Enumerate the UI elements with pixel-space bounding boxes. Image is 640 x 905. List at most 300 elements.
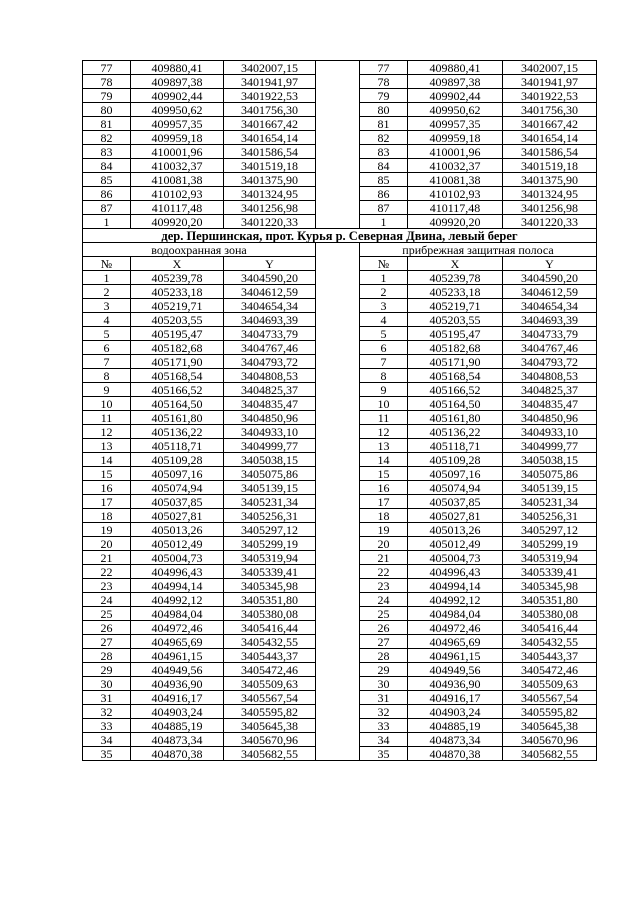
y-coordinate-cell: 3401654,14	[224, 131, 316, 145]
column-gap	[316, 89, 360, 103]
point-number-cell: 85	[360, 173, 408, 187]
x-coordinate-cell: 405013,26	[131, 523, 224, 537]
point-number-cell: 29	[360, 663, 408, 677]
y-header: Y	[224, 257, 316, 271]
table-row	[83, 537, 597, 551]
y-coordinate-cell: 3405299,19	[503, 537, 597, 551]
point-number-cell: 86	[83, 187, 131, 201]
y-coordinate-cell: 3405645,38	[503, 719, 597, 733]
y-coordinate-cell: 3405297,12	[224, 523, 316, 537]
point-number-cell: 22	[83, 565, 131, 579]
table-row	[83, 733, 597, 747]
point-number-cell: 84	[360, 159, 408, 173]
point-number-cell: 16	[360, 481, 408, 495]
y-coordinate-cell: 3405645,38	[224, 719, 316, 733]
column-gap	[316, 677, 360, 691]
x-coordinate-cell: 405074,94	[408, 481, 503, 495]
table-row	[83, 173, 597, 187]
table-row	[83, 103, 597, 117]
table-row	[83, 523, 597, 537]
y-coordinate-cell: 3404793,72	[503, 355, 597, 369]
y-coordinate-cell: 3405351,80	[224, 593, 316, 607]
point-number-cell: 27	[360, 635, 408, 649]
y-coordinate-cell: 3404808,53	[503, 369, 597, 383]
x-coordinate-cell: 409950,62	[408, 103, 503, 117]
y-coordinate-cell: 3405038,15	[224, 453, 316, 467]
y-coordinate-cell: 3405670,96	[503, 733, 597, 747]
column-gap	[316, 565, 360, 579]
y-coordinate-cell: 3401941,97	[503, 75, 597, 89]
y-coordinate-cell: 3404825,37	[503, 383, 597, 397]
point-number-cell: 28	[360, 649, 408, 663]
point-number-cell: 32	[360, 705, 408, 719]
column-gap	[316, 327, 360, 341]
x-coordinate-cell: 410102,93	[408, 187, 503, 201]
point-number-cell: 21	[83, 551, 131, 565]
x-coordinate-cell: 409880,41	[408, 61, 503, 75]
y-coordinate-cell: 3405231,34	[503, 495, 597, 509]
x-coordinate-cell: 405168,54	[131, 369, 224, 383]
x-coordinate-cell: 405161,80	[131, 411, 224, 425]
y-coordinate-cell: 3404825,37	[224, 383, 316, 397]
column-gap	[316, 173, 360, 187]
point-number-cell: 7	[360, 355, 408, 369]
x-coordinate-cell: 409959,18	[131, 131, 224, 145]
point-number-cell: 22	[360, 565, 408, 579]
y-coordinate-cell: 3405416,44	[224, 621, 316, 635]
point-number-cell: 3	[360, 299, 408, 313]
point-number-cell: 33	[360, 719, 408, 733]
y-coordinate-cell: 3405595,82	[224, 705, 316, 719]
x-coordinate-cell: 405118,71	[408, 439, 503, 453]
y-coordinate-cell: 3404612,59	[224, 285, 316, 299]
y-coordinate-cell: 3405416,44	[503, 621, 597, 635]
x-coordinate-cell: 404870,38	[131, 747, 224, 761]
water-protection-zone-label: водоохранная зона	[83, 243, 316, 257]
column-gap	[316, 159, 360, 173]
point-number-cell: 17	[360, 495, 408, 509]
x-coordinate-cell: 405233,18	[131, 285, 224, 299]
y-coordinate-cell: 3404933,10	[224, 425, 316, 439]
y-coordinate-cell: 3404733,79	[503, 327, 597, 341]
y-coordinate-cell: 3401519,18	[224, 159, 316, 173]
x-coordinate-cell: 410081,38	[408, 173, 503, 187]
point-number-cell: 1	[83, 215, 131, 229]
table-row	[83, 677, 597, 691]
x-coordinate-cell: 404972,46	[131, 621, 224, 635]
y-coordinate-cell: 3405075,86	[224, 467, 316, 481]
x-coordinate-cell: 405074,94	[131, 481, 224, 495]
table-row	[83, 635, 597, 649]
x-coordinate-cell: 405004,73	[408, 551, 503, 565]
point-number-cell: 12	[83, 425, 131, 439]
point-number-cell: 33	[83, 719, 131, 733]
point-number-cell: 32	[83, 705, 131, 719]
point-number-cell: 19	[83, 523, 131, 537]
column-gap	[316, 705, 360, 719]
column-gap	[316, 733, 360, 747]
point-number-cell: 34	[360, 733, 408, 747]
y-coordinate-cell: 3404933,10	[503, 425, 597, 439]
table-row	[83, 565, 597, 579]
point-number-cell: 31	[83, 691, 131, 705]
column-gap	[316, 509, 360, 523]
y-coordinate-cell: 3405443,37	[503, 649, 597, 663]
x-coordinate-cell: 404873,34	[131, 733, 224, 747]
column-gap	[316, 663, 360, 677]
column-gap	[316, 145, 360, 159]
point-number-cell: 8	[360, 369, 408, 383]
y-coordinate-cell: 3401922,53	[503, 89, 597, 103]
y-header: Y	[503, 257, 597, 271]
y-coordinate-cell: 3405595,82	[503, 705, 597, 719]
y-coordinate-cell: 3405472,46	[224, 663, 316, 677]
x-coordinate-cell: 405195,47	[408, 327, 503, 341]
column-gap	[316, 131, 360, 145]
y-coordinate-cell: 3405139,15	[224, 481, 316, 495]
y-coordinate-cell: 3401586,54	[224, 145, 316, 159]
y-coordinate-cell: 3401586,54	[503, 145, 597, 159]
y-coordinate-cell: 3404999,77	[224, 439, 316, 453]
y-coordinate-cell: 3401667,42	[224, 117, 316, 131]
x-coordinate-cell: 404961,15	[131, 649, 224, 663]
table-row	[83, 747, 597, 761]
column-gap	[316, 523, 360, 537]
x-coordinate-cell: 404885,19	[131, 719, 224, 733]
y-coordinate-cell: 3405509,63	[503, 677, 597, 691]
y-coordinate-cell: 3405299,19	[224, 537, 316, 551]
point-number-cell: 81	[83, 117, 131, 131]
point-number-cell: 83	[83, 145, 131, 159]
y-coordinate-cell: 3404835,47	[503, 397, 597, 411]
x-coordinate-cell: 404996,43	[131, 565, 224, 579]
point-number-cell: 18	[83, 509, 131, 523]
point-number-cell: 6	[360, 341, 408, 355]
point-number-cell: 16	[83, 481, 131, 495]
x-coordinate-cell: 404961,15	[408, 649, 503, 663]
column-gap	[316, 313, 360, 327]
point-number-cell: 81	[360, 117, 408, 131]
x-coordinate-cell: 405012,49	[131, 537, 224, 551]
number-header: №	[83, 257, 131, 271]
column-gap	[316, 579, 360, 593]
x-coordinate-cell: 409902,44	[131, 89, 224, 103]
x-coordinate-cell: 405195,47	[131, 327, 224, 341]
y-coordinate-cell: 3404590,20	[503, 271, 597, 285]
point-number-cell: 6	[83, 341, 131, 355]
x-coordinate-cell: 404916,17	[408, 691, 503, 705]
section-title-row	[83, 229, 597, 243]
column-gap	[316, 397, 360, 411]
x-coordinate-cell: 404936,90	[408, 677, 503, 691]
table-row	[83, 271, 597, 285]
x-coordinate-cell: 404965,69	[408, 635, 503, 649]
table-row	[83, 369, 597, 383]
point-number-cell: 25	[83, 607, 131, 621]
y-coordinate-cell: 3401324,95	[503, 187, 597, 201]
column-gap	[316, 691, 360, 705]
x-coordinate-cell: 404994,14	[131, 579, 224, 593]
point-number-cell: 1	[360, 271, 408, 285]
y-coordinate-cell: 3401667,42	[503, 117, 597, 131]
table-row	[83, 467, 597, 481]
table-row	[83, 397, 597, 411]
column-gap	[316, 411, 360, 425]
x-coordinate-cell: 404870,38	[408, 747, 503, 761]
zone-labels-row	[83, 243, 597, 257]
table-row	[83, 509, 597, 523]
x-coordinate-cell: 405118,71	[131, 439, 224, 453]
point-number-cell: 30	[83, 677, 131, 691]
y-coordinate-cell: 3405256,31	[503, 509, 597, 523]
x-coordinate-cell: 405161,80	[408, 411, 503, 425]
column-gap	[316, 243, 360, 257]
point-number-cell: 2	[360, 285, 408, 299]
point-number-cell: 28	[83, 649, 131, 663]
y-coordinate-cell: 3401756,30	[503, 103, 597, 117]
table-row	[83, 663, 597, 677]
y-coordinate-cell: 3401941,97	[224, 75, 316, 89]
table-row	[83, 691, 597, 705]
y-coordinate-cell: 3404693,39	[503, 313, 597, 327]
table-row	[83, 411, 597, 425]
point-number-cell: 20	[83, 537, 131, 551]
column-gap	[316, 201, 360, 215]
x-coordinate-cell: 405182,68	[131, 341, 224, 355]
x-coordinate-cell: 410001,96	[131, 145, 224, 159]
x-coordinate-cell: 405037,85	[408, 495, 503, 509]
x-coordinate-cell: 405219,71	[131, 299, 224, 313]
x-coordinate-cell: 405097,16	[408, 467, 503, 481]
y-coordinate-cell: 3405380,08	[503, 607, 597, 621]
y-coordinate-cell: 3401220,33	[224, 215, 316, 229]
y-coordinate-cell: 3405345,98	[503, 579, 597, 593]
point-number-cell: 85	[83, 173, 131, 187]
column-gap	[316, 467, 360, 481]
table-row	[83, 145, 597, 159]
table-row	[83, 425, 597, 439]
x-coordinate-cell: 409897,38	[131, 75, 224, 89]
x-coordinate-cell: 410032,37	[131, 159, 224, 173]
table-row	[83, 299, 597, 313]
y-coordinate-cell: 3405443,37	[224, 649, 316, 663]
point-number-cell: 82	[83, 131, 131, 145]
x-coordinate-cell: 409950,62	[131, 103, 224, 117]
y-coordinate-cell: 3404850,96	[503, 411, 597, 425]
table-row	[83, 551, 597, 565]
point-number-cell: 5	[360, 327, 408, 341]
point-number-cell: 9	[83, 383, 131, 397]
column-gap	[316, 551, 360, 565]
x-coordinate-cell: 405166,52	[408, 383, 503, 397]
point-number-cell: 1	[83, 271, 131, 285]
y-coordinate-cell: 3405351,80	[503, 593, 597, 607]
y-coordinate-cell: 3404767,46	[503, 341, 597, 355]
point-number-cell: 9	[360, 383, 408, 397]
point-number-cell: 13	[83, 439, 131, 453]
x-coordinate-cell: 405182,68	[408, 341, 503, 355]
x-coordinate-cell: 410032,37	[408, 159, 503, 173]
x-coordinate-cell: 405203,55	[131, 313, 224, 327]
x-coordinate-cell: 409957,35	[408, 117, 503, 131]
point-number-cell: 34	[83, 733, 131, 747]
y-coordinate-cell: 3405297,12	[503, 523, 597, 537]
point-number-cell: 27	[83, 635, 131, 649]
point-number-cell: 14	[83, 453, 131, 467]
x-coordinate-cell: 404903,24	[408, 705, 503, 719]
point-number-cell: 86	[360, 187, 408, 201]
x-coordinate-cell: 405097,16	[131, 467, 224, 481]
column-gap	[316, 425, 360, 439]
point-number-cell: 11	[83, 411, 131, 425]
x-coordinate-cell: 405166,52	[131, 383, 224, 397]
y-coordinate-cell: 3405339,41	[503, 565, 597, 579]
x-coordinate-cell: 409902,44	[408, 89, 503, 103]
x-coordinate-cell: 405171,90	[408, 355, 503, 369]
point-number-cell: 84	[83, 159, 131, 173]
table-row	[83, 215, 597, 229]
column-gap	[316, 453, 360, 467]
y-coordinate-cell: 3405472,46	[503, 663, 597, 677]
y-coordinate-cell: 3401324,95	[224, 187, 316, 201]
column-gap	[316, 271, 360, 285]
x-coordinate-cell: 405109,28	[131, 453, 224, 467]
point-number-cell: 7	[83, 355, 131, 369]
column-gap	[316, 369, 360, 383]
table-row	[83, 719, 597, 733]
point-number-cell: 35	[360, 747, 408, 761]
x-coordinate-cell: 410001,96	[408, 145, 503, 159]
x-coordinate-cell: 404972,46	[408, 621, 503, 635]
table-row	[83, 89, 597, 103]
table-row	[83, 187, 597, 201]
section-title: дер. Першинская, прот. Курья р. Северная Двина, левый берег	[83, 229, 597, 243]
y-coordinate-cell: 3404693,39	[224, 313, 316, 327]
y-coordinate-cell: 3401375,90	[224, 173, 316, 187]
x-coordinate-cell: 404965,69	[131, 635, 224, 649]
column-gap	[316, 75, 360, 89]
y-coordinate-cell: 3405319,94	[503, 551, 597, 565]
y-coordinate-cell: 3405075,86	[503, 467, 597, 481]
x-header: X	[408, 257, 503, 271]
x-coordinate-cell: 405203,55	[408, 313, 503, 327]
x-coordinate-cell: 405219,71	[408, 299, 503, 313]
point-number-cell: 14	[360, 453, 408, 467]
table-row	[83, 285, 597, 299]
x-coordinate-cell: 405239,78	[408, 271, 503, 285]
y-coordinate-cell: 3404654,34	[503, 299, 597, 313]
x-header: X	[131, 257, 224, 271]
table-row	[83, 579, 597, 593]
point-number-cell: 30	[360, 677, 408, 691]
x-coordinate-cell: 404996,43	[408, 565, 503, 579]
point-number-cell: 80	[360, 103, 408, 117]
y-coordinate-cell: 3404793,72	[224, 355, 316, 369]
table-row	[83, 453, 597, 467]
point-number-cell: 18	[360, 509, 408, 523]
x-coordinate-cell: 410117,48	[408, 201, 503, 215]
table-row	[83, 383, 597, 397]
table-row	[83, 495, 597, 509]
x-coordinate-cell: 405136,22	[131, 425, 224, 439]
y-coordinate-cell: 3405432,55	[503, 635, 597, 649]
y-coordinate-cell: 3405231,34	[224, 495, 316, 509]
y-coordinate-cell: 3404654,34	[224, 299, 316, 313]
point-number-cell: 19	[360, 523, 408, 537]
point-number-cell: 26	[360, 621, 408, 635]
y-coordinate-cell: 3404850,96	[224, 411, 316, 425]
column-gap	[316, 187, 360, 201]
y-coordinate-cell: 3401375,90	[503, 173, 597, 187]
column-gap	[316, 439, 360, 453]
y-coordinate-cell: 3405380,08	[224, 607, 316, 621]
column-gap	[316, 117, 360, 131]
y-coordinate-cell: 3404767,46	[224, 341, 316, 355]
point-number-cell: 12	[360, 425, 408, 439]
column-header-row	[83, 257, 597, 271]
x-coordinate-cell: 405013,26	[408, 523, 503, 537]
point-number-cell: 4	[360, 313, 408, 327]
x-coordinate-cell: 404936,90	[131, 677, 224, 691]
point-number-cell: 11	[360, 411, 408, 425]
y-coordinate-cell: 3401519,18	[503, 159, 597, 173]
column-gap	[316, 537, 360, 551]
y-coordinate-cell: 3402007,15	[503, 61, 597, 75]
column-gap	[316, 341, 360, 355]
x-coordinate-cell: 405233,18	[408, 285, 503, 299]
y-coordinate-cell: 3405339,41	[224, 565, 316, 579]
y-coordinate-cell: 3405670,96	[224, 733, 316, 747]
y-coordinate-cell: 3405432,55	[224, 635, 316, 649]
x-coordinate-cell: 410081,38	[131, 173, 224, 187]
x-coordinate-cell: 404949,56	[408, 663, 503, 677]
column-gap	[316, 103, 360, 117]
column-gap	[316, 61, 360, 75]
column-gap	[316, 355, 360, 369]
point-number-cell: 78	[83, 75, 131, 89]
x-coordinate-cell: 404903,24	[131, 705, 224, 719]
x-coordinate-cell: 405168,54	[408, 369, 503, 383]
point-number-cell: 20	[360, 537, 408, 551]
x-coordinate-cell: 410102,93	[131, 187, 224, 201]
x-coordinate-cell: 404916,17	[131, 691, 224, 705]
point-number-cell: 15	[360, 467, 408, 481]
point-number-cell: 5	[83, 327, 131, 341]
coastal-protective-strip-label: прибрежная защитная полоса	[360, 243, 597, 257]
y-coordinate-cell: 3402007,15	[224, 61, 316, 75]
x-coordinate-cell: 405109,28	[408, 453, 503, 467]
column-gap	[316, 607, 360, 621]
y-coordinate-cell: 3401220,33	[503, 215, 597, 229]
y-coordinate-cell: 3405682,55	[503, 747, 597, 761]
y-coordinate-cell: 3404835,47	[224, 397, 316, 411]
y-coordinate-cell: 3405682,55	[224, 747, 316, 761]
point-number-cell: 80	[83, 103, 131, 117]
column-gap	[316, 719, 360, 733]
point-number-cell: 29	[83, 663, 131, 677]
x-coordinate-cell: 405239,78	[131, 271, 224, 285]
point-number-cell: 31	[360, 691, 408, 705]
x-coordinate-cell: 405027,81	[408, 509, 503, 523]
point-number-cell: 4	[83, 313, 131, 327]
y-coordinate-cell: 3405567,54	[503, 691, 597, 705]
x-coordinate-cell: 405027,81	[131, 509, 224, 523]
point-number-cell: 24	[360, 593, 408, 607]
y-coordinate-cell: 3405319,94	[224, 551, 316, 565]
table-row	[83, 621, 597, 635]
x-coordinate-cell: 405037,85	[131, 495, 224, 509]
y-coordinate-cell: 3405345,98	[224, 579, 316, 593]
